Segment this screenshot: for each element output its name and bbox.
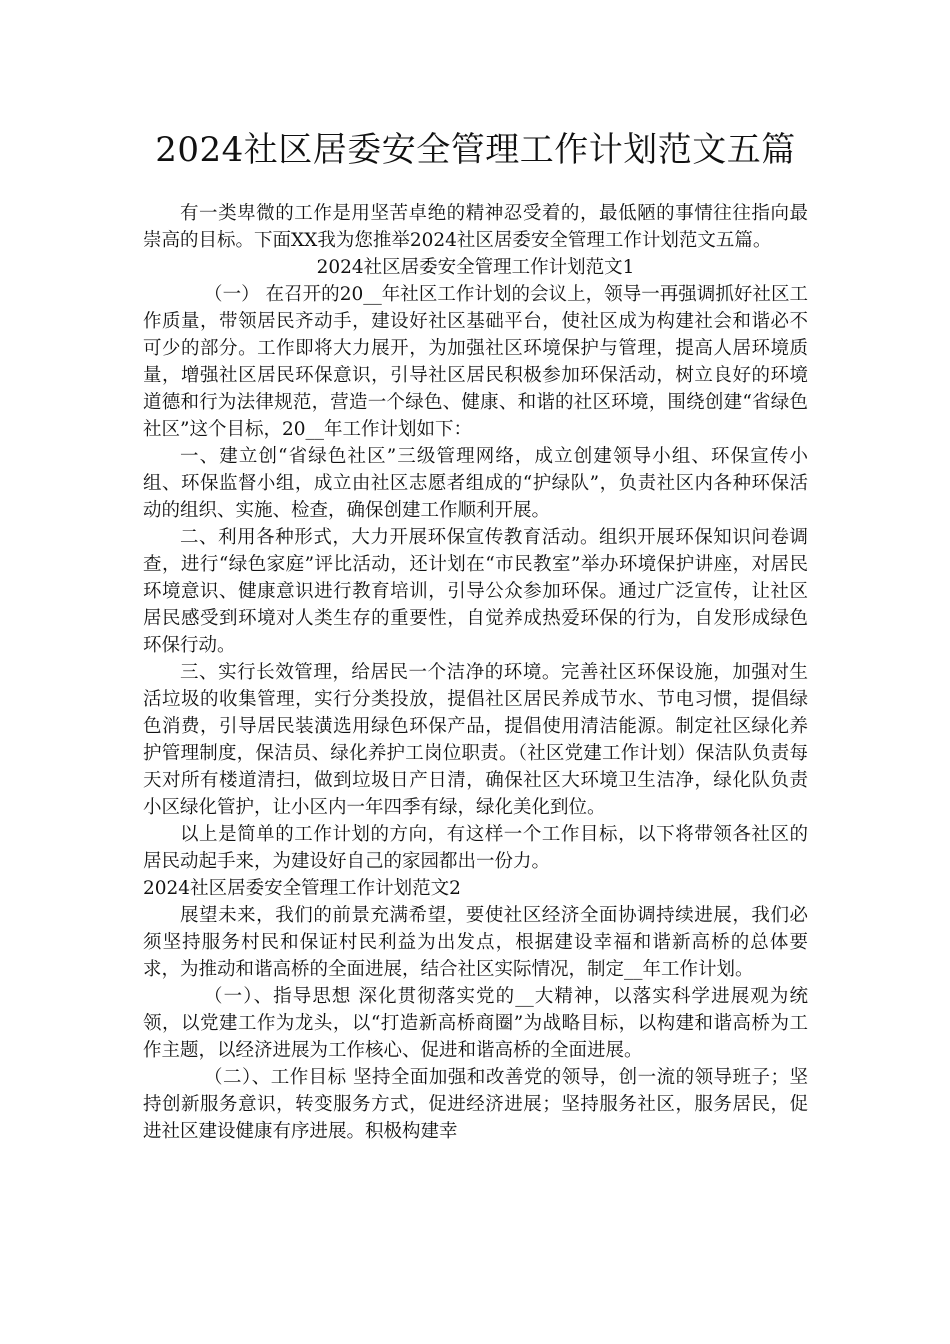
intro-paragraph: 有一类卑微的工作是用坚苦卓绝的精神忍受着的，最低陋的事情往往指向最崇高的目标。下面XX我为您推举2024社区居委安全管理工作计划范文五篇。	[143, 203, 808, 251]
paragraph-1: （一） 在召开的20__年社区工作计划的会议上，领导一再强调抓好社区工作质量，带领居民齐动手，建设好社区基础平台，使社区成为构建社会和谐必不可少的部分。工作即将大力展开，为加强社区环境保护与管理，提高人居环境质量，增强社区居民环保意识，引导社区居民积极参加环保活动，树立良好的环境道德和行为法律规范，营造一个绿色、健康、和谐的社区环境，围绕创建“省绿色社区”这个目标，20__年工作计划如下：	[143, 284, 808, 440]
section-heading-2: 2024社区居委安全管理工作计划范文2	[143, 878, 461, 899]
paragraph-2: 一、建立创“省绿色社区”三级管理网络，成立创建领导小组、环保宣传小组、环保监督小组，成立由社区志愿者组成的“护绿队”，负责社区内各种环保活动的组织、实施、检查，确保创建工作顺利开展。	[143, 446, 808, 521]
paragraph-4: 三、实行长效管理，给居民一个洁净的环境。完善社区环保设施，加强对生活垃圾的收集管理，实行分类投放，提倡社区居民养成节水、节电习惯，提倡绿色消费，引导居民装潢选用绿色环保产品，提倡使用清洁能源。制定社区绿化养护管理制度，保洁员、绿化养护工岗位职责。（社区党建工作计划）保洁队负责每天对所有楼道清扫，做到垃圾日产日清，确保社区大环境卫生洁净，绿化队负责小区绿化管护，让小区内一年四季有绿，绿化美化到位。	[143, 662, 808, 818]
paragraph-7: （一）、指导思想 深化贯彻落实党的__大精神，以落实科学进展观为统领，以党建工作为龙头，以“打造新高桥商圈”为战略目标，以构建和谐高桥为工作主题，以经济进展为工作核心、促进和谐高桥的全面进展。	[143, 986, 808, 1061]
paragraph-5: 以上是简单的工作计划的方向，有这样一个工作目标，以下将带领各社区的居民动起手来，为建设好自己的家园都出一份力。	[143, 824, 808, 872]
paragraph-3: 二、利用各种形式，大力开展环保宣传教育活动。组织开展环保知识问卷调查，进行“绿色家庭”评比活动，还计划在“市民教室”举办环境保护讲座，对居民环境意识、健康意识进行教育培训，引导公众参加环保。通过广泛宣传，让社区居民感受到环境对人类生存的重要性，自觉养成热爱环保的行为，自发形成绿色环保行动。	[143, 527, 808, 656]
document-title: 2024社区居委安全管理工作计划范文五篇	[155, 130, 796, 170]
paragraph-8: （二）、工作目标 坚持全面加强和改善党的领导，创一流的领导班子；坚持创新服务意识，转变服务方式，促进经济进展；坚持服务社区，服务居民，促进社区建设健康有序进展。积极构建幸	[143, 1067, 808, 1142]
paragraph-6: 展望未来，我们的前景充满希望，要使社区经济全面协调持续进展，我们必须坚持服务村民和保证村民利益为出发点，根据建设幸福和谐新高桥的总体要求，为推动和谐高桥的全面进展，结合社区实际情况，制定__年工作计划。	[143, 905, 808, 980]
document-page	[143, 128, 808, 1145]
section-heading-1: 2024社区居委安全管理工作计划范文1	[316, 257, 635, 278]
